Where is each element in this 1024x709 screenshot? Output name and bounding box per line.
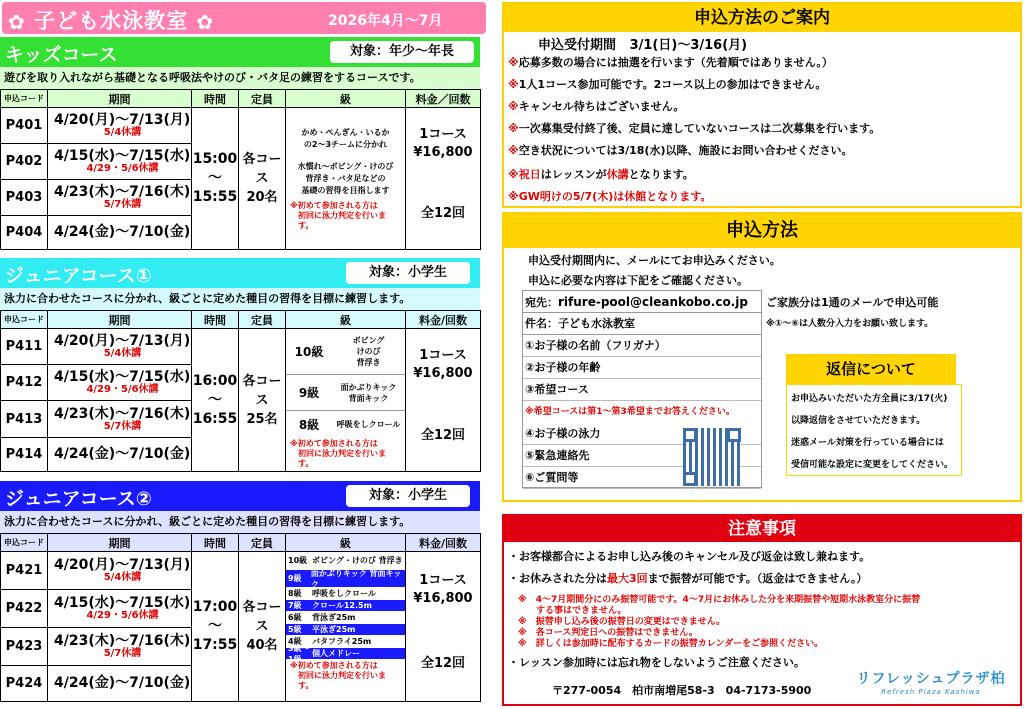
- course-count: 全12回: [406, 180, 481, 250]
- level-row: 9級 面かぶりキック 背面キック: [286, 570, 405, 588]
- course-code: P424: [1, 666, 48, 702]
- notice-subitem: する事はできません。: [518, 606, 627, 616]
- facility-logo: リフレッシュプラザ柏 Refresh Plaza Kashiwa: [856, 671, 1006, 696]
- gw-note: ※GW明けの5/7(木)は休館となります。: [508, 190, 712, 203]
- course-period: 4/24(金)～7/10(金): [48, 216, 192, 250]
- flower-icon: ✿: [8, 10, 26, 34]
- junior1-course: [0, 258, 480, 470]
- course-period: 4/20(月)～7/13(月) 5/4休講: [48, 329, 192, 365]
- application-guide-panel: [502, 2, 1022, 208]
- required-item: ⑤緊急連絡先: [523, 445, 761, 467]
- application-method-panel: [502, 212, 1022, 502]
- guide-line: ※キャンセル待ちはございません。: [508, 100, 685, 113]
- notice-subitem: ※ 各コース判定日への振替はできません。: [518, 628, 698, 638]
- course-code: P411: [1, 329, 48, 365]
- notice-item: ・お休みされた分は最大3回まで振替が可能です。（返金はできません。）: [508, 572, 868, 585]
- course-description: 泳力に合わせたコースに分かれ、級ごとに定めた種目の習得を目標に練習します。: [0, 288, 480, 310]
- course-fee: 1コース ¥16,800: [406, 108, 481, 180]
- course-description: 遊びを取り入れながら基礎となる呼吸法やけのび・バタ足の練習をするコースです。: [0, 67, 480, 89]
- course-description: 泳力に合わせたコースに分かれ、級ごとに定めた種目の習得を目標に練習します。: [0, 511, 480, 533]
- header-fee: 料金/回数: [406, 311, 481, 329]
- page-title: [8, 5, 214, 35]
- qr-code-icon[interactable]: [683, 428, 741, 486]
- course-code: P404: [1, 216, 48, 250]
- facility-address: 〒277-0054 柏市南増尾58-3 04-7173-5900: [552, 684, 812, 697]
- email-link[interactable]: rifure-pool@cleankobo.co.jp: [558, 295, 748, 309]
- program-period: 2026年4月～7月: [328, 13, 443, 29]
- header-code: 申込コード: [1, 90, 48, 108]
- course-target: 対象：年少～年長: [330, 41, 474, 63]
- mail-to: 宛先：rifure-pool@cleankobo.co.jp: [523, 291, 761, 313]
- course-code: P414: [1, 438, 48, 472]
- level-row: 8級 呼吸をしクロール: [286, 588, 405, 600]
- method-title: 申込方法: [504, 214, 1020, 248]
- header-period: 期間: [48, 534, 192, 552]
- header-capacity: 定員: [239, 90, 286, 108]
- notice-subitem: ※ 詳しくは参加時に配布するカードの振替カレンダーをご参照ください。: [518, 639, 824, 649]
- notice-item: ・レッスン参加時には忘れ物をしないようご注意ください。: [508, 656, 805, 669]
- course-time: 15:00 ～ 15:55: [192, 108, 239, 250]
- guide-line: ※応募多数の場合には抽選を行います（先着順ではありません。）: [508, 56, 833, 69]
- course-name: ジュニアコース①: [5, 265, 152, 287]
- level-list: 10級 ボビング けのび 背浮き 9級 面かぶりキック 背面キック 8級 呼吸をしクロール ※初めて参加される方は 初回に泳力判定を行います。: [286, 329, 406, 472]
- course-time: 16:00 ～ 16:55: [192, 329, 239, 472]
- notice-title: 注意事項: [504, 516, 1020, 542]
- course-period: 4/15(水)～7/15(水) 4/29・5/6休講: [48, 590, 192, 628]
- header-capacity: 定員: [239, 311, 286, 329]
- course-band: [0, 258, 480, 288]
- notice-item: ・お客様都合によるお申し込み後のキャンセル及び返金は致し兼ねます。: [508, 550, 871, 563]
- course-capacity: 各コース 25名: [239, 329, 286, 472]
- mail-subject: 件名：子ども水泳教室: [523, 313, 761, 335]
- level-row: 6級 背泳ぎ25m: [286, 612, 405, 624]
- table-row: [1, 108, 481, 144]
- holiday-note: ※祝日はレッスンが休講となります。: [508, 168, 694, 181]
- junior2-course: [0, 481, 480, 707]
- required-item: ②お子様の年齢: [523, 357, 761, 379]
- header-period: 期間: [48, 311, 192, 329]
- course-band: [0, 37, 480, 67]
- course-period: 4/24(金)～7/10(金): [48, 666, 192, 702]
- reply-line: お申込みいただいた方全員に3/17(火): [791, 394, 948, 404]
- header-level: 級: [286, 90, 406, 108]
- required-item: ①お子様の名前（フリガナ）: [523, 335, 761, 357]
- header-capacity: 定員: [239, 534, 286, 552]
- course-code: P403: [1, 180, 48, 216]
- course-period: 4/24(金)～7/10(金): [48, 438, 192, 472]
- guide-line: ※1人1コース参加可能です。2コース以上の参加はできません。: [508, 78, 827, 91]
- course-time: 17:00 ～ 17:55: [192, 552, 239, 702]
- course-name: キッズコース: [5, 44, 118, 66]
- course-capacity: 各コース 40名: [239, 552, 286, 702]
- course-period: 4/23(木)～7/16(木) 5/7休講: [48, 401, 192, 438]
- course-code: P423: [1, 628, 48, 666]
- course-count: 全12回: [406, 401, 481, 472]
- course-period: 4/23(木)～7/16(木) 5/7休講: [48, 628, 192, 666]
- level-description: かめ・ぺんぎん・いるか の2～3チームに分かれ 水慣れ～ボビング・けのび 背浮き・バタ足などの 基礎の習得を目指します ※初めて参加される方は 初回に泳力判定を行います。: [286, 108, 406, 250]
- header-code: 申込コード: [1, 311, 48, 329]
- course-target: 対象：小学生: [346, 262, 470, 284]
- course-period: 4/15(水)～7/15(水) 4/29・5/6休講: [48, 365, 192, 401]
- reply-line: 以降返信をさせていただきます。: [791, 416, 926, 426]
- course-code: P402: [1, 144, 48, 180]
- course-fee: 1コース ¥16,800: [406, 329, 481, 401]
- reply-line: 受信可能な設定に変更をしてください。: [791, 460, 954, 470]
- course-count: 全12回: [406, 628, 481, 702]
- course-period: 4/15(水)～7/15(水) 4/29・5/6休講: [48, 144, 192, 180]
- header-time: 時間: [192, 311, 239, 329]
- reply-title: 返信について: [786, 354, 956, 384]
- reply-box: [786, 384, 962, 476]
- course-code: P422: [1, 590, 48, 628]
- course-name: ジュニアコース②: [5, 488, 152, 510]
- course-code: P401: [1, 108, 48, 144]
- table-row: [1, 329, 481, 365]
- course-period: 4/20(月)～7/13(月) 5/4休講: [48, 108, 192, 144]
- course-period: 4/20(月)～7/13(月) 5/4休講: [48, 552, 192, 590]
- notice-subitem: ※ 4～7月期間分にのみ振替可能です。4～7月にお休みした分を来期振替や短期水泳教室分に振替: [518, 595, 921, 605]
- level-row: 10級 ボビング・けのび 背浮き: [286, 552, 405, 570]
- header-level: 級: [286, 311, 406, 329]
- notice-subitem: ※ 振替申し込み後の振替日の変更はできません。: [518, 617, 726, 627]
- header-time: 時間: [192, 534, 239, 552]
- course-target: 対象：小学生: [346, 485, 470, 507]
- required-item: ④お子様の泳力: [523, 423, 761, 445]
- junior2-schedule-table: [0, 533, 481, 702]
- family-subnote: ※①～⑥は人数分入力をお願い致します。: [766, 319, 934, 329]
- table-row: [1, 552, 481, 590]
- page-header: [2, 2, 486, 34]
- notice-panel: [502, 514, 1022, 706]
- header-fee: 料金／回数: [406, 90, 481, 108]
- level-row: 5級 平泳ぎ25m: [286, 624, 405, 636]
- header-period: 期間: [48, 90, 192, 108]
- kids-course: [0, 37, 480, 247]
- level-list: 10級 ボビング・けのび 背浮き 9級 面かぶりキック 背面キック 8級 呼吸をしクロール 7級 クロール12.5m 6級 背泳ぎ25m 5級 平泳ぎ25m 4級 バタフライ25m 3級～1級 個人メドレー ※初めて参加される方は 初回に泳力判定を行います。: [286, 552, 406, 702]
- guide-line: ※空き状況については3/18(水)以降、施設にお問い合わせください。: [508, 144, 853, 157]
- required-item: ③希望コース: [523, 379, 761, 401]
- flower-icon: ✿: [196, 10, 215, 34]
- guide-title: 申込方法のご案内: [504, 4, 1020, 32]
- course-capacity: 各コース 20名: [239, 108, 286, 250]
- course-choice-note: ※希望コースは第1～第3希望までお答えください。: [525, 407, 735, 417]
- level-row: 4級 バタフライ25m: [286, 636, 405, 648]
- family-note: ご家族分は1通のメールで申込可能: [766, 296, 939, 309]
- course-band: [0, 481, 480, 511]
- method-intro: 申込に必要な内容は下記をご確認ください。: [528, 274, 748, 287]
- course-code: P412: [1, 365, 48, 401]
- course-code: P413: [1, 401, 48, 438]
- course-fee: 1コース ¥16,800: [406, 552, 481, 628]
- kids-schedule-table: [0, 89, 481, 250]
- header-code: 申込コード: [1, 534, 48, 552]
- method-intro: 申込受付期間内に、メールにてお申込みください。: [528, 254, 781, 267]
- level-row: 7級 クロール12.5m: [286, 600, 405, 612]
- header-time: 時間: [192, 90, 239, 108]
- junior1-schedule-table: [0, 310, 481, 472]
- level-row: 3級～1級 個人メドレー: [286, 648, 405, 660]
- course-code: P421: [1, 552, 48, 590]
- header-fee: 料金/回数: [406, 534, 481, 552]
- header-level: 級: [286, 534, 406, 552]
- course-period: 4/23(木)～7/16(木) 5/7休講: [48, 180, 192, 216]
- application-period: 申込受付期間 3/1(日)～3/16(月): [538, 38, 748, 53]
- title-text: 子ども水泳教室: [34, 9, 189, 33]
- guide-line: ※一次募集受付終了後、定員に達していないコースは二次募集を行います。: [508, 122, 881, 135]
- required-item: ⑥ご質問等: [523, 467, 761, 489]
- reply-line: 迷惑メール対策を行っている場合には: [791, 438, 944, 448]
